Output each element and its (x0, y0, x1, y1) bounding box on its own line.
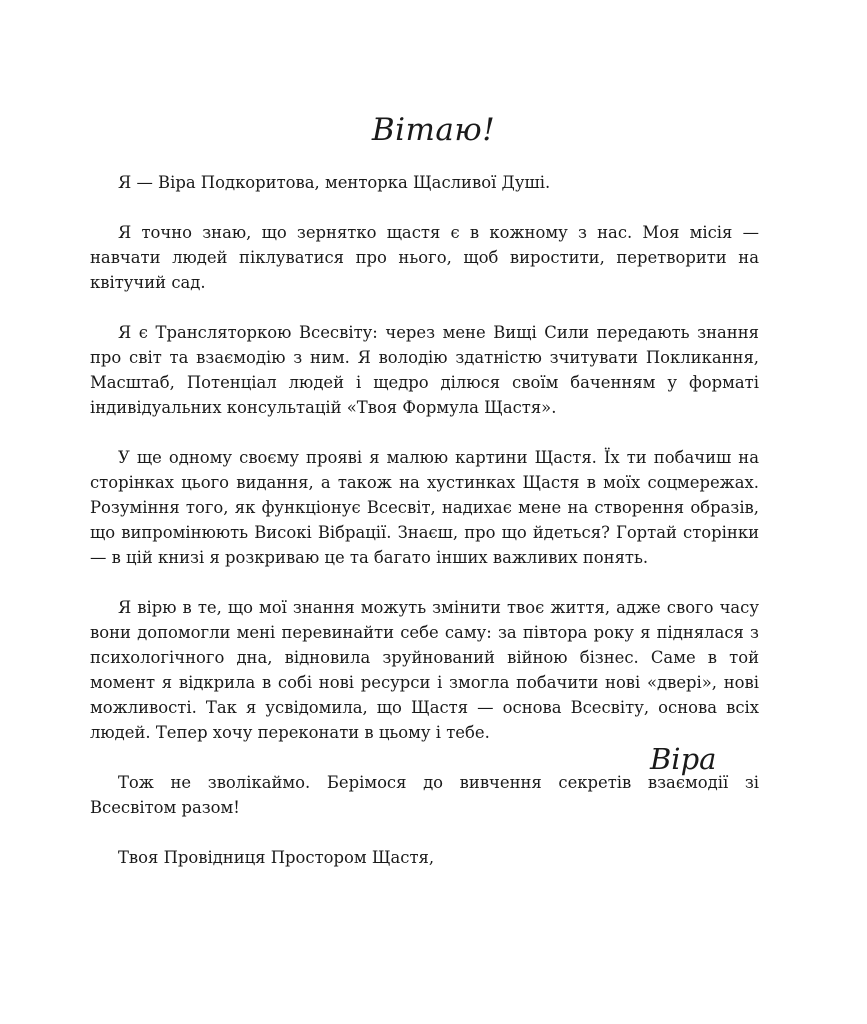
paragraph-belief: Я вірю в те, що мої знання можуть змінити твоє життя, адже свого часу вони допомогли мені перевинайти себе саму: за півтора року я піднялася з психологічного дна, відновила зруйнований війною бізнес. Саме в той момент я відкрила в собі нові ресурси і змогла побачити нові «двері», нові можливості. Так я усвідомила, що Щастя — основа Всесвіту, основа всіх людей. Тепер хочу переконати в цьому і тебе. (90, 598, 759, 742)
paragraph-call-to-action: Тож не зволікаймо. Берімося до вивчення секретів взаємодії зі Всесвітом разом! (90, 773, 759, 817)
signature: Віра (650, 742, 717, 776)
closing-line: Твоя Провідниця Простором Щастя, (118, 848, 435, 867)
greeting-heading: Вітаю! (371, 112, 496, 148)
letter-body (90, 170, 759, 895)
paragraph-translator: Я є Трансляторкою Всесвіту: через мене Вищі Сили передають знання про світ та взаємодію з ним. Я володію здатністю зчитувати Покликання, Масштаб, Потенціал людей і щедро ділюся своїм баченням у форматі індивідуальних консультацій «Твоя Формула Щастя». (90, 323, 759, 417)
paragraph-intro: Я — Віра Подкоритова, менторка Щасливої Душі. (118, 173, 551, 192)
paragraph-paintings: У ще одному своєму прояві я малюю картини Щастя. Їх ти побачиш на сторінках цього видання, а також на хустинках Щастя в моїх соцмережах. Розуміння того, як функціонує Всесвіт, надихає мене на створення образів, що випромінюють Високі Вібрації. Знаєш, про що йдеться? Гортай сторінки — в цій книзі я розкриваю це та багато інших важливих понять. (90, 448, 759, 567)
paragraph-mission: Я точно знаю, що зернятко щастя є в кожному з нас. Моя місія — навчати людей піклуватися про нього, щоб виростити, перетворити на квітучий сад. (90, 223, 759, 292)
